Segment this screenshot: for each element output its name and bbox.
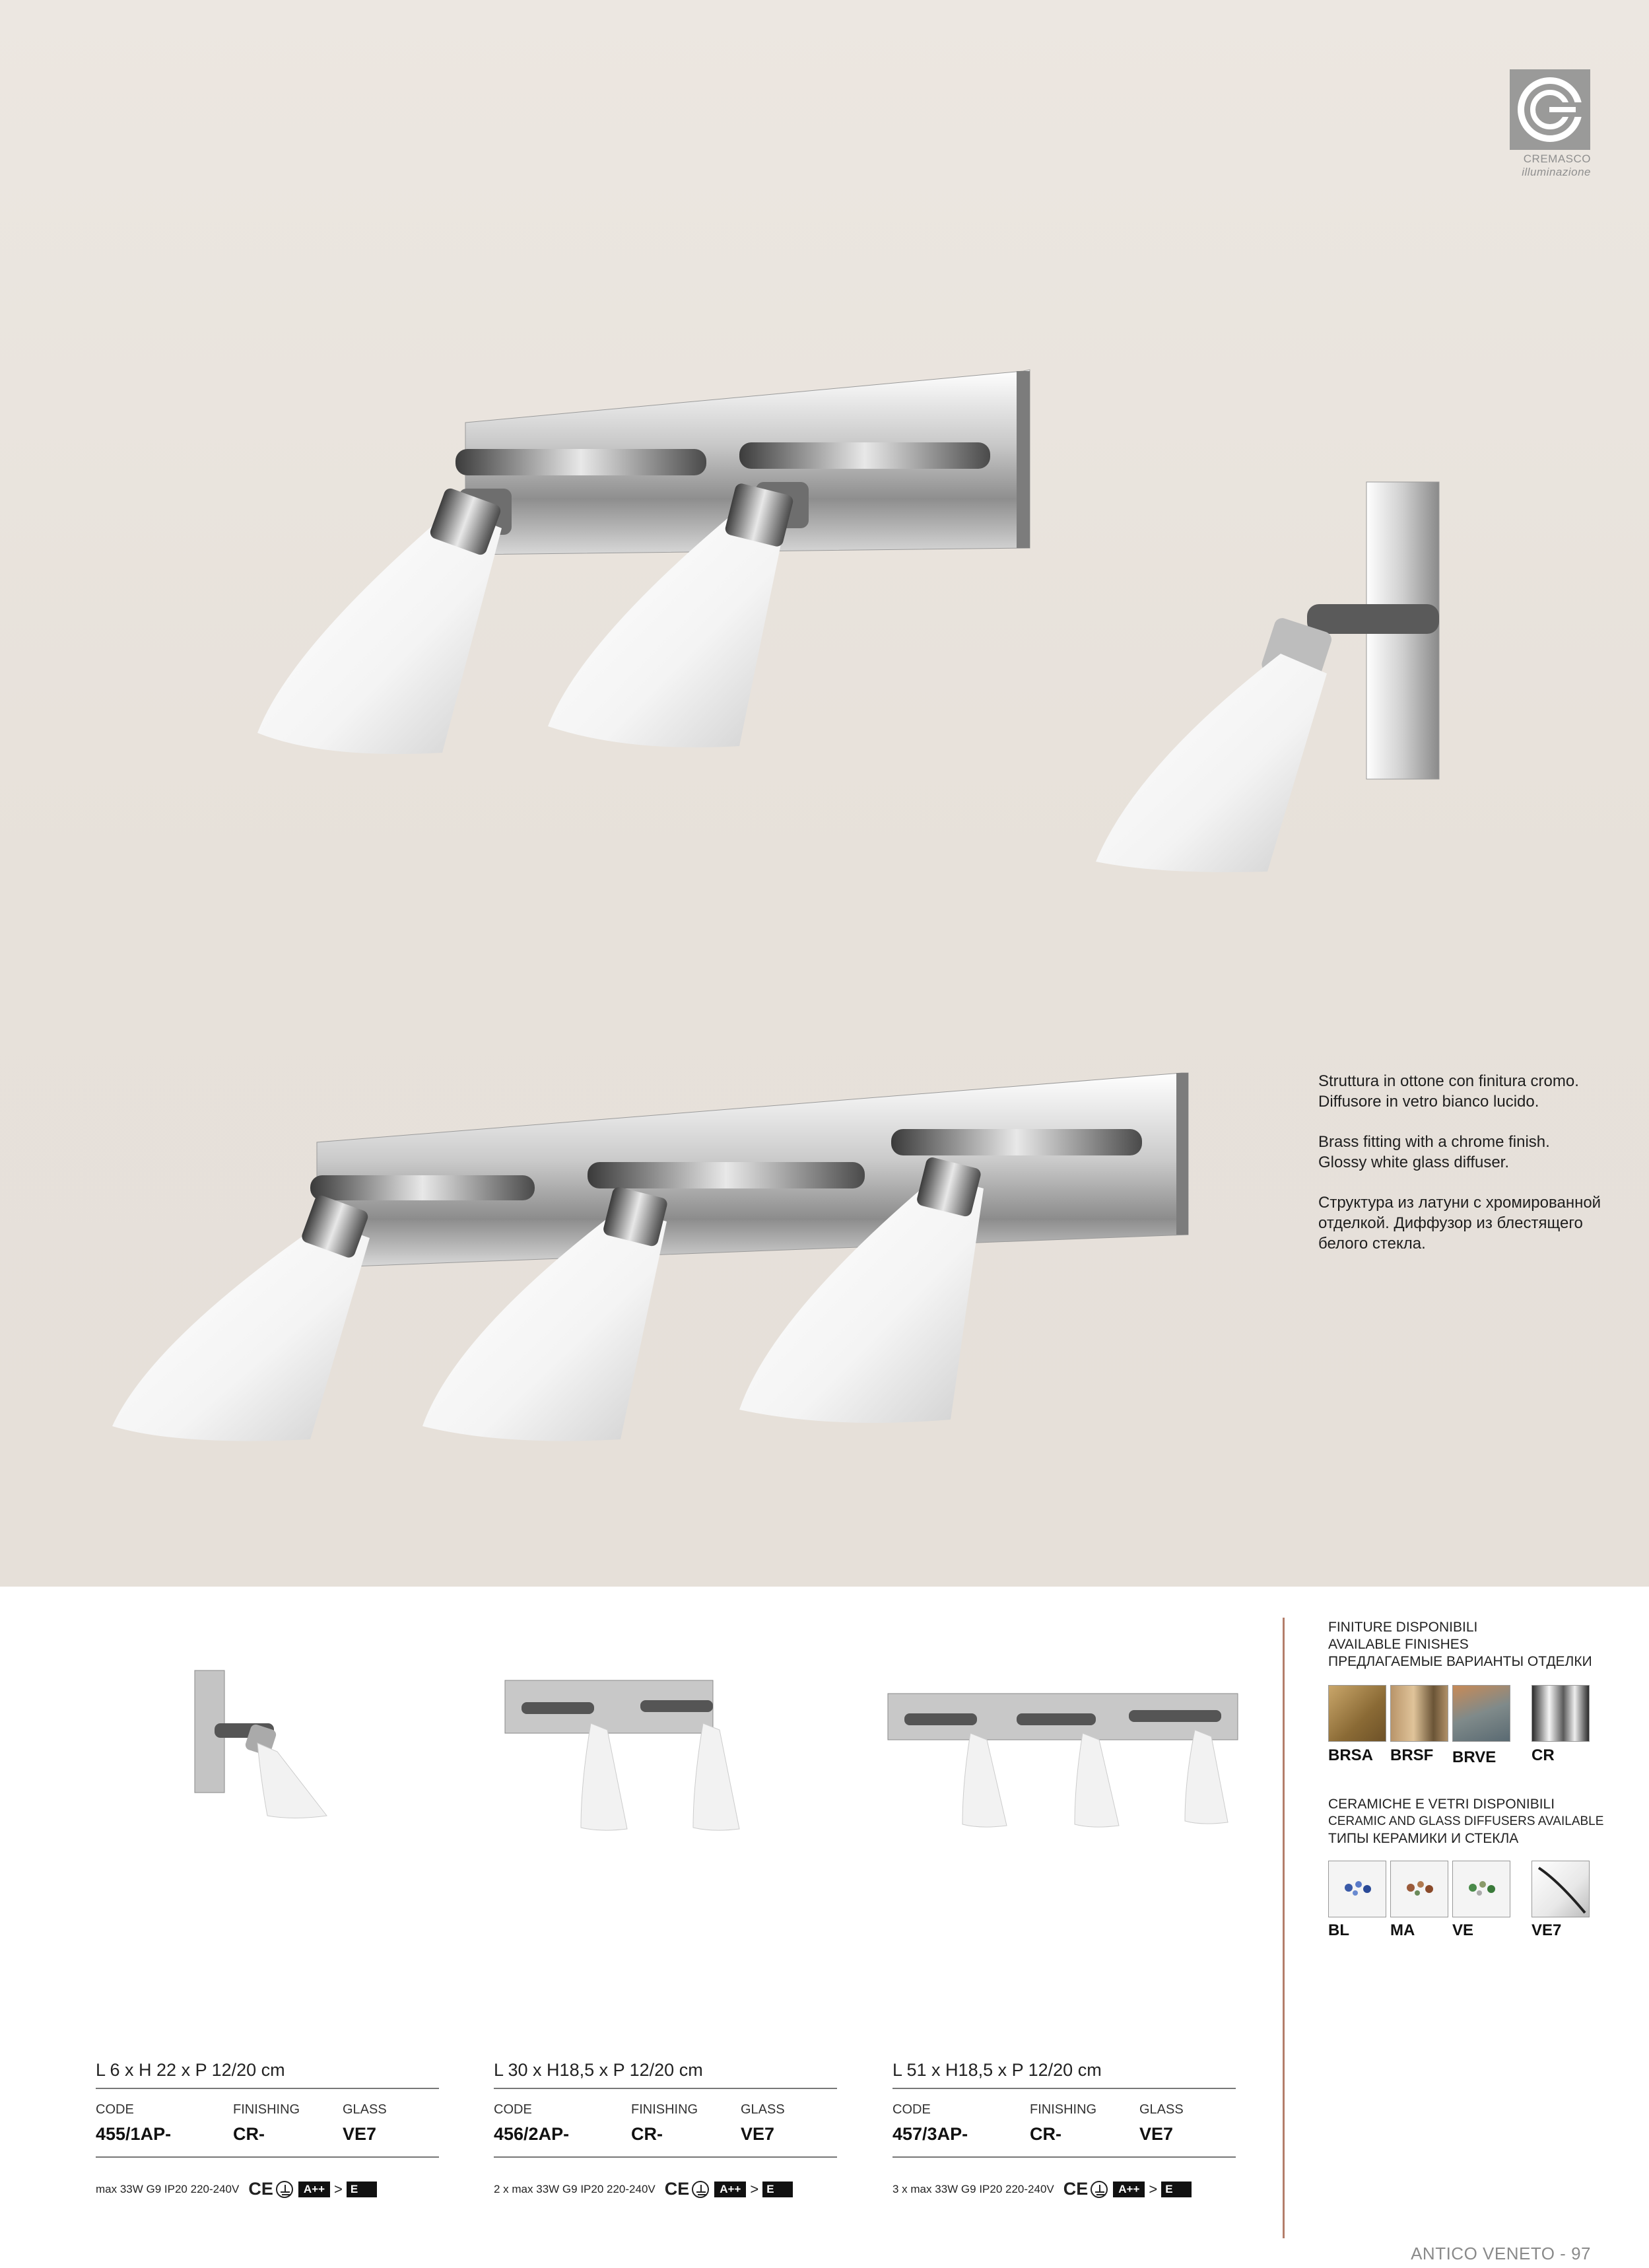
diffusers-heading: CERAMICHE E VETRI DISPONIBILI CERAMIC AND GLASS DIFFUSERS AVAILABLE ТИПЫ КЕРАМИКИ И СТЕКЛА	[1328, 1797, 1604, 1846]
spec-electrical: max 33W G9 IP20 220-240V CE A++ > E	[96, 2179, 439, 2199]
spec-glass: VE7	[741, 2124, 775, 2144]
energy-class-to: E	[347, 2182, 377, 2197]
spec-rule	[892, 2088, 1236, 2089]
finishes-heading: FINITURE DISPONIBILI AVAILABLE FINISHES ПРЕДЛАГАЕМЫЕ ВАРИАНТЫ ОТДЕЛКИ	[1328, 1620, 1592, 1669]
description-russian: Структура из латуни с хромированной отделкой. Диффузор из блестящего белого стекла.	[1318, 1194, 1601, 1253]
finish-swatch-brsa	[1328, 1685, 1386, 1742]
spec-values	[494, 2124, 837, 2145]
energy-class-to: E	[1161, 2182, 1192, 2197]
spec-block-455	[96, 2060, 439, 2199]
diffuser-label-ma: MA	[1390, 1921, 1415, 1939]
spec-column-headers: CODE FINISHING GLASS	[892, 2102, 1184, 2117]
description-italian: Struttura in ottone con finitura cromo. Diffusore in vetro bianco lucido.	[1318, 1072, 1579, 1111]
brand-name	[1485, 153, 1591, 179]
earth-icon	[692, 2181, 709, 2198]
spec-values	[892, 2124, 1236, 2145]
product-description	[1318, 1071, 1629, 1274]
vertical-divider	[1283, 1618, 1285, 2238]
diffuser-swatch-ve7	[1531, 1861, 1590, 1917]
energy-class-from: A++	[298, 2182, 330, 2197]
energy-class-from: A++	[1113, 2182, 1145, 2197]
spec-column-headers: CODE FINISHING GLASS	[494, 2102, 785, 2117]
spec-glass: VE7	[1139, 2124, 1174, 2144]
diffuser-label-ve: VE	[1452, 1921, 1474, 1939]
spec-dimensions: L 30 x H18,5 x P 12/20 cm	[494, 2060, 703, 2080]
spec-electrical: 2 x max 33W G9 IP20 220-240V CE A++ > E	[494, 2179, 837, 2199]
brand-name-line2: illuminazione	[1522, 166, 1591, 178]
finish-label-cr: CR	[1531, 1746, 1555, 1764]
spec-finishing: CR-	[233, 2124, 265, 2144]
brand-name-line1: CREMASCO	[1523, 153, 1591, 165]
spec-code: 457/3AP-	[892, 2124, 968, 2144]
finish-label-brsf: BRSF	[1390, 1746, 1434, 1764]
spec-block-456	[494, 2060, 837, 2199]
thumbnail-455-1ap	[188, 1667, 340, 1819]
finish-swatch-brsf	[1390, 1685, 1448, 1742]
product-photo-two-light	[238, 357, 1043, 766]
spec-dimensions: L 51 x H18,5 x P 12/20 cm	[892, 2060, 1102, 2080]
spec-electrical: 3 x max 33W G9 IP20 220-240V CE A++ > E	[892, 2179, 1236, 2199]
spec-rule	[96, 2088, 439, 2089]
diffuser-swatch-ve	[1452, 1861, 1510, 1917]
spec-column-headers: CODE FINISHING GLASS	[96, 2102, 387, 2117]
spec-block-457	[892, 2060, 1236, 2199]
brand-logo	[1510, 69, 1590, 150]
diffuser-swatch-ma	[1390, 1861, 1448, 1917]
spec-rule	[494, 2088, 837, 2089]
spec-rule	[96, 2156, 439, 2158]
spec-glass: VE7	[343, 2124, 377, 2144]
finish-label-brsa: BRSA	[1328, 1746, 1374, 1764]
earth-icon	[276, 2181, 293, 2198]
spec-rule	[892, 2156, 1236, 2158]
product-photo-single-light	[1089, 475, 1465, 885]
finish-label-brve: BRVE	[1452, 1748, 1497, 1766]
page-footer: ANTICO VENETO - 97	[1411, 2244, 1591, 2263]
diffuser-label-bl: BL	[1328, 1921, 1349, 1939]
spec-code: 456/2AP-	[494, 2124, 570, 2144]
ce-mark: CE	[1063, 2179, 1089, 2199]
diffuser-label-ve7: VE7	[1531, 1921, 1562, 1939]
energy-class-to: E	[762, 2182, 793, 2197]
spec-dimensions: L 6 x H 22 x P 12/20 cm	[96, 2060, 285, 2080]
spec-finishing: CR-	[631, 2124, 663, 2144]
thumbnail-457-3ap	[885, 1690, 1267, 1836]
finish-swatch-cr	[1531, 1685, 1590, 1742]
product-photo-three-light	[99, 1070, 1195, 1453]
spec-finishing: CR-	[1030, 2124, 1061, 2144]
ce-mark: CE	[248, 2179, 273, 2199]
finish-swatch-brve	[1452, 1685, 1510, 1742]
diffuser-swatch-bl	[1328, 1861, 1386, 1917]
description-english: Brass fitting with a chrome finish. Glossy white glass diffuser.	[1318, 1133, 1550, 1171]
ce-mark: CE	[664, 2179, 690, 2199]
spec-values	[96, 2124, 439, 2145]
thumbnail-456-2ap	[502, 1677, 753, 1836]
spec-rule	[494, 2156, 837, 2158]
spec-code: 455/1AP-	[96, 2124, 172, 2144]
earth-icon	[1091, 2181, 1108, 2198]
energy-class-from: A++	[714, 2182, 746, 2197]
